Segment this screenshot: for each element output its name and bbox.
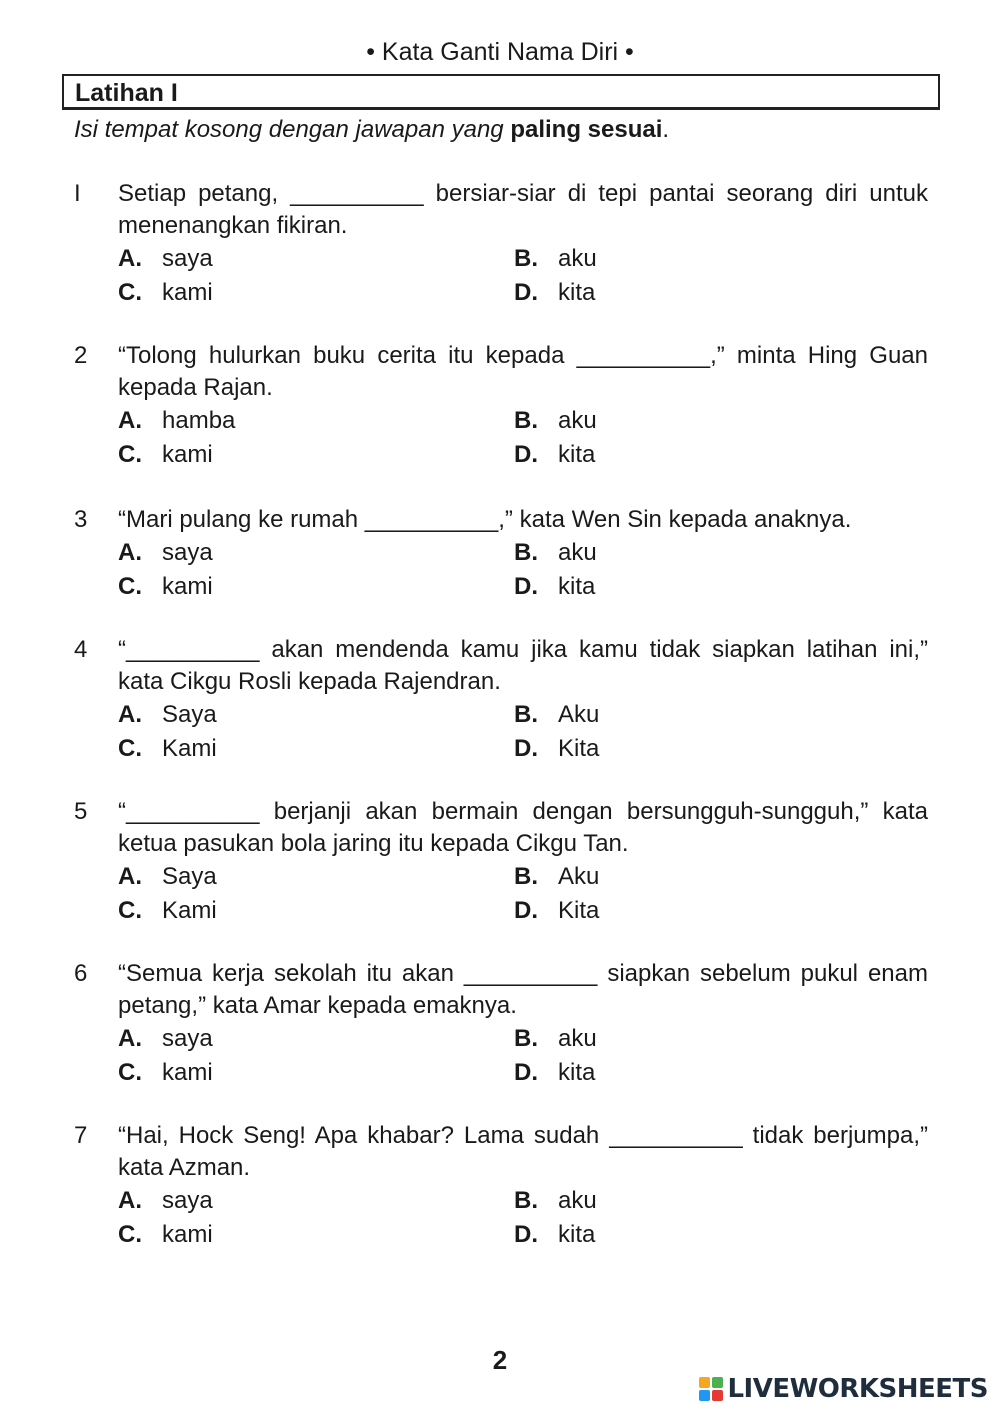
answer-blank[interactable]: __________	[576, 342, 711, 369]
option-text: Aku	[558, 863, 600, 890]
question-text-after: ,” minta Hing Guan kepada Rajan.	[118, 342, 928, 401]
option-c[interactable]	[118, 438, 213, 471]
answer-blank[interactable]: __________	[609, 1122, 743, 1149]
option-text: kami	[162, 573, 213, 600]
logo-square-3	[699, 1390, 710, 1401]
option-c[interactable]	[118, 1056, 213, 1089]
option-b[interactable]	[514, 536, 597, 569]
option-letter: B.	[514, 245, 538, 272]
option-a[interactable]	[118, 1022, 213, 1055]
question-text-after: tidak berjumpa,” kata Azman.	[118, 1122, 929, 1181]
section-title: Latihan I	[75, 79, 178, 107]
question-text-before: “Semua kerja sekolah itu akan	[118, 960, 464, 987]
question-text	[118, 958, 928, 1022]
logo-square-2	[712, 1377, 723, 1388]
question-text-before: Setiap petang,	[118, 180, 291, 207]
option-letter: C.	[118, 1059, 142, 1086]
option-text: aku	[558, 1025, 597, 1052]
answer-blank[interactable]: __________	[126, 636, 260, 663]
question-text	[118, 796, 928, 860]
instruction-italic: Isi tempat kosong dengan jawapan yang	[74, 116, 511, 143]
option-text: aku	[558, 539, 597, 566]
option-text: aku	[558, 245, 597, 272]
option-c[interactable]	[118, 276, 213, 309]
option-letter: C.	[118, 1221, 142, 1248]
option-letter: C.	[118, 897, 142, 924]
option-text: saya	[162, 1025, 213, 1052]
question-text-before: “Tolong hulurkan buku cerita itu kepada	[118, 342, 577, 369]
option-a[interactable]	[118, 536, 213, 569]
section-header-box	[62, 74, 940, 110]
instruction-text	[74, 114, 669, 146]
question-text-after: bersiar-siar di tepi pantai seorang diri untuk menenangkan fikiran.	[118, 180, 928, 239]
option-letter: C.	[118, 279, 142, 306]
option-text: kami	[162, 1059, 213, 1086]
question-number: 2	[74, 342, 88, 369]
answer-blank[interactable]: __________	[126, 798, 260, 825]
option-letter: D.	[514, 897, 538, 924]
option-c[interactable]	[118, 1218, 213, 1251]
option-letter: C.	[118, 573, 142, 600]
logo-square-4	[712, 1390, 723, 1401]
option-b[interactable]	[514, 860, 599, 893]
option-d[interactable]	[514, 732, 599, 765]
option-text: kita	[558, 1221, 596, 1248]
option-letter: D.	[514, 279, 538, 306]
instruction-bold: paling sesuai	[510, 116, 663, 143]
option-c[interactable]	[118, 570, 213, 603]
option-b[interactable]	[514, 404, 597, 437]
question-text	[118, 178, 928, 242]
option-text: aku	[558, 1187, 597, 1214]
option-text: Saya	[162, 701, 217, 728]
option-text: kita	[558, 573, 596, 600]
option-letter: A.	[118, 1025, 142, 1052]
option-b[interactable]	[514, 698, 599, 731]
option-d[interactable]	[514, 894, 599, 927]
option-text: saya	[162, 1187, 213, 1214]
instruction-end: .	[662, 116, 670, 143]
option-letter: B.	[514, 1187, 538, 1214]
question-text-before: “	[118, 798, 126, 825]
option-a[interactable]	[118, 698, 217, 731]
option-letter: B.	[514, 701, 538, 728]
option-letter: D.	[514, 1059, 538, 1086]
option-c[interactable]	[118, 732, 217, 765]
option-letter: B.	[514, 539, 538, 566]
option-letter: D.	[514, 441, 538, 468]
page-title: • Kata Ganti Nama Diri •	[366, 38, 634, 66]
question-text	[118, 1120, 928, 1184]
option-text: saya	[162, 539, 213, 566]
option-text: kita	[558, 1059, 596, 1086]
answer-blank[interactable]: __________	[290, 180, 424, 207]
option-text: kami	[162, 279, 213, 306]
option-letter: D.	[514, 1221, 538, 1248]
option-letter: D.	[514, 573, 538, 600]
option-d[interactable]	[514, 438, 595, 471]
question-text	[118, 634, 928, 698]
option-letter: A.	[118, 1187, 142, 1214]
logo-square-1	[699, 1377, 710, 1388]
option-d[interactable]	[514, 1056, 595, 1089]
option-text: Kita	[558, 897, 600, 924]
option-text: hamba	[162, 407, 236, 434]
option-c[interactable]	[118, 894, 217, 927]
option-text: kami	[162, 441, 213, 468]
option-text: aku	[558, 407, 597, 434]
option-text: Aku	[558, 701, 600, 728]
question-text	[118, 504, 928, 536]
option-b[interactable]	[514, 242, 597, 275]
question-text-after: siapkan sebelum pukul enam petang,” kata Amar kepada emaknya.	[118, 960, 928, 1019]
brand-name: LIVEWORKSHEETS	[727, 1374, 988, 1404]
question-text-before: “	[118, 636, 126, 663]
option-letter: C.	[118, 441, 142, 468]
option-letter: A.	[118, 863, 142, 890]
question-number: I	[74, 180, 81, 207]
option-text: Saya	[162, 863, 217, 890]
option-text: kita	[558, 441, 596, 468]
question-text-before: “Mari pulang ke rumah	[118, 506, 365, 533]
option-b[interactable]	[514, 1022, 597, 1055]
liveworksheets-logo-icon	[699, 1377, 723, 1401]
question-number: 4	[74, 636, 88, 663]
option-letter: B.	[514, 1025, 538, 1052]
option-a[interactable]	[118, 860, 217, 893]
question-text	[118, 340, 928, 404]
option-d[interactable]	[514, 276, 595, 309]
option-letter: A.	[118, 701, 142, 728]
question-text-before: “Hai, Hock Seng! Apa khabar? Lama sudah	[118, 1122, 610, 1149]
option-a[interactable]	[118, 404, 235, 437]
option-text: Kami	[162, 735, 217, 762]
question-text-after: akan mendenda kamu jika kamu tidak siapkan latihan ini,” kata Cikgu Rosli kepada Rajendran.	[118, 636, 928, 695]
option-letter: C.	[118, 735, 142, 762]
option-letter: A.	[118, 245, 142, 272]
liveworksheets-brand[interactable]	[699, 1372, 988, 1406]
option-text: saya	[162, 245, 213, 272]
option-text: kami	[162, 1221, 213, 1248]
answer-blank[interactable]: __________	[463, 960, 598, 987]
option-a[interactable]	[118, 242, 213, 275]
page-number: 2	[492, 1345, 508, 1375]
question-number: 6	[74, 960, 88, 987]
question-number: 5	[74, 798, 88, 825]
option-letter: A.	[118, 407, 142, 434]
question-number: 7	[74, 1122, 88, 1149]
option-text: kita	[558, 279, 596, 306]
question-text-after: ,” kata Wen Sin kepada anaknya.	[498, 506, 852, 533]
option-text: Kami	[162, 897, 217, 924]
option-d[interactable]	[514, 1218, 595, 1251]
option-b[interactable]	[514, 1184, 597, 1217]
option-letter: B.	[514, 863, 538, 890]
option-d[interactable]	[514, 570, 595, 603]
option-letter: A.	[118, 539, 142, 566]
question-text-after: berjanji akan bermain dengan bersungguh-sungguh,” kata ketua pasukan bola jaring itu kepada Cikgu Tan.	[118, 798, 928, 857]
option-text: Kita	[558, 735, 600, 762]
option-letter: B.	[514, 407, 538, 434]
answer-blank[interactable]: __________	[364, 506, 499, 533]
option-letter: D.	[514, 735, 538, 762]
option-a[interactable]	[118, 1184, 213, 1217]
question-number: 3	[74, 506, 88, 533]
